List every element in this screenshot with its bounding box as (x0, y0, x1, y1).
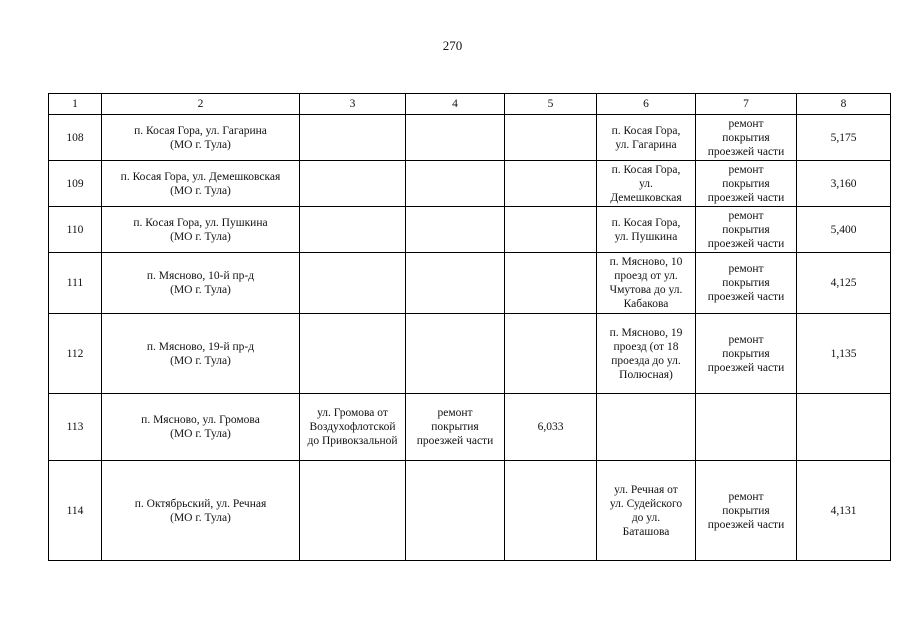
table-cell (300, 461, 406, 561)
table-cell (300, 314, 406, 394)
table-cell (406, 253, 505, 314)
table-row (49, 161, 891, 207)
page-number: 270 (442, 38, 463, 53)
table-row (49, 394, 891, 461)
table-cell (696, 394, 797, 461)
table-cell: п. Косая Гора, ул. Гагарина (597, 115, 696, 161)
table-cell: п. Косая Гора, ул. Демешковская (597, 161, 696, 207)
value-cell: 4,125 (797, 253, 891, 314)
work-type-cell: ремонт покрытия проезжей части (696, 314, 797, 394)
column-header: 1 (49, 94, 102, 115)
table-cell: п. Мясново, 19 проезд (от 18 проезда до ул. Полюсная) (597, 314, 696, 394)
table-cell: п. Мясново, 10 проезд от ул. Чмутова до ул. Кабакова (597, 253, 696, 314)
value-cell: 4,131 (797, 461, 891, 561)
column-header: 7 (696, 94, 797, 115)
table-cell (300, 207, 406, 253)
row-number-cell: 109 (49, 161, 102, 207)
work-type-cell: ремонт покрытия проезжей части (696, 207, 797, 253)
table-cell (597, 394, 696, 461)
value-cell: 5,400 (797, 207, 891, 253)
work-type-cell: ремонт покрытия проезжей части (406, 394, 505, 461)
table-cell (797, 394, 891, 461)
table-row (49, 115, 891, 161)
table-cell (406, 314, 505, 394)
table-cell (406, 461, 505, 561)
work-type-cell: ремонт покрытия проезжей части (696, 115, 797, 161)
table-cell (406, 115, 505, 161)
object-name-cell: п. Мясново, 19-й пр-д (МО г. Тула) (102, 314, 300, 394)
table-row (49, 253, 891, 314)
section-cell: ул. Громова от Воздухофлотской до Привокзальной (300, 394, 406, 461)
table-cell (406, 207, 505, 253)
work-type-cell: ремонт покрытия проезжей части (696, 161, 797, 207)
table-row (49, 461, 891, 561)
column-header: 5 (505, 94, 597, 115)
table-header-row (49, 94, 891, 115)
object-name-cell: п. Косая Гора, ул. Гагарина (МО г. Тула) (102, 115, 300, 161)
row-number-cell: 114 (49, 461, 102, 561)
table-cell: ул. Речная от ул. Судейского до ул. Баташова (597, 461, 696, 561)
column-header: 3 (300, 94, 406, 115)
column-header: 4 (406, 94, 505, 115)
table-cell (505, 253, 597, 314)
object-name-cell: п. Мясново, 10-й пр-д (МО г. Тула) (102, 253, 300, 314)
object-name-cell: п. Мясново, ул. Громова (МО г. Тула) (102, 394, 300, 461)
table-cell (505, 207, 597, 253)
row-number-cell: 112 (49, 314, 102, 394)
object-name-cell: п. Октябрьский, ул. Речная (МО г. Тула) (102, 461, 300, 561)
value-cell: 6,033 (505, 394, 597, 461)
object-name-cell: п. Косая Гора, ул. Пушкина (МО г. Тула) (102, 207, 300, 253)
table-cell (300, 115, 406, 161)
table-row (49, 314, 891, 394)
road-repair-table (48, 93, 891, 561)
row-number-cell: 113 (49, 394, 102, 461)
table-cell (505, 115, 597, 161)
value-cell: 1,135 (797, 314, 891, 394)
column-header: 8 (797, 94, 891, 115)
table-cell (300, 253, 406, 314)
table-cell (406, 161, 505, 207)
table-cell: п. Косая Гора, ул. Пушкина (597, 207, 696, 253)
row-number-cell: 110 (49, 207, 102, 253)
object-name-cell: п. Косая Гора, ул. Демешковская (МО г. Тула) (102, 161, 300, 207)
table-cell (505, 461, 597, 561)
table-cell (505, 314, 597, 394)
table-cell (505, 161, 597, 207)
column-header: 2 (102, 94, 300, 115)
value-cell: 5,175 (797, 115, 891, 161)
value-cell: 3,160 (797, 161, 891, 207)
row-number-cell: 108 (49, 115, 102, 161)
row-number-cell: 111 (49, 253, 102, 314)
table-cell (300, 161, 406, 207)
work-type-cell: ремонт покрытия проезжей части (696, 461, 797, 561)
table-row (49, 207, 891, 253)
column-header: 6 (597, 94, 696, 115)
work-type-cell: ремонт покрытия проезжей части (696, 253, 797, 314)
